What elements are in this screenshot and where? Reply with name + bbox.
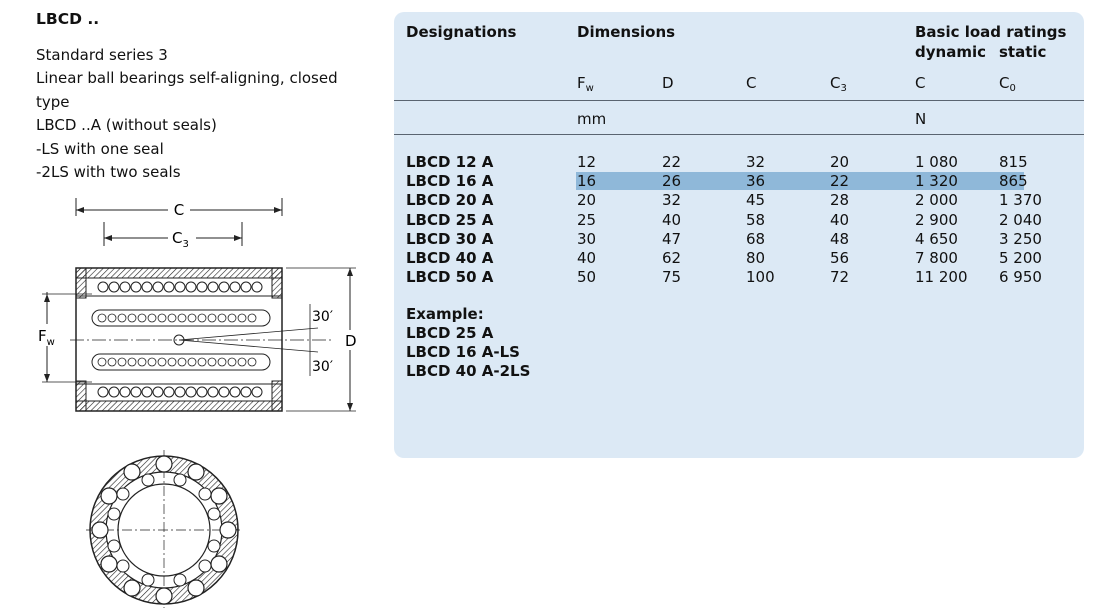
cell-c: 36 — [746, 172, 766, 191]
ball-row-bottom — [98, 387, 262, 397]
table-row — [394, 268, 1084, 287]
header-designations: Designations — [406, 23, 517, 41]
table-row — [394, 172, 1084, 191]
symbol-c-dynamic: C — [915, 74, 926, 92]
unit-n: N — [915, 110, 927, 128]
header-static: static — [999, 43, 1047, 61]
cell-stat: 815 — [999, 153, 1028, 171]
cell-d: 40 — [662, 210, 682, 229]
dimensions-table-panel — [394, 12, 1084, 458]
desc-line: Linear ball bearings self-aligning, closed — [36, 69, 338, 88]
cell-designation: LBCD 16 A — [406, 172, 494, 191]
cell-c: 68 — [746, 229, 766, 248]
example-label: Example: — [406, 305, 484, 323]
cell-designation: LBCD 25 A — [406, 210, 494, 229]
cell-c: 80 — [746, 249, 766, 267]
symbol-fw: $F_w$ — [577, 74, 594, 94]
cell-dyn: 2 900 — [915, 210, 958, 229]
cell-fw: 30 — [577, 229, 597, 248]
table-row — [394, 249, 1084, 268]
cell-fw: 40 — [577, 249, 597, 267]
cell-designation: LBCD 50 A — [406, 268, 494, 287]
cell-dyn: 1 320 — [915, 172, 958, 191]
bearing-side-drawing — [28, 196, 373, 421]
table-row — [394, 211, 1084, 230]
ball-row-top — [98, 282, 262, 292]
cell-c: 100 — [746, 268, 775, 287]
example-item: LBCD 16 A-LS — [406, 343, 520, 361]
symbol-d: D — [662, 74, 674, 92]
cell-c3: 22 — [830, 172, 850, 191]
cell-c3: 72 — [830, 268, 850, 287]
cell-d: 75 — [662, 268, 682, 287]
symbol-c0: $C_0$ — [999, 74, 1016, 94]
symbol-c3: $C_3$ — [830, 74, 847, 94]
cell-c: 58 — [746, 210, 766, 229]
label-c3: $C_3$ — [172, 229, 189, 250]
cell-stat: 2 040 — [999, 210, 1042, 229]
cell-stat: 5 200 — [999, 249, 1042, 267]
label-c: C — [173, 201, 185, 219]
example-item: LBCD 40 A-2LS — [406, 362, 531, 380]
cell-dyn: 11 200 — [915, 268, 968, 287]
product-title: LBCD .. — [36, 10, 100, 28]
product-info — [36, 10, 376, 184]
cell-stat: 1 370 — [999, 191, 1042, 210]
units-divider — [394, 134, 1084, 135]
header-dynamic: dynamic — [915, 43, 986, 61]
desc-line: -2LS with two seals — [36, 163, 181, 182]
cell-fw: 25 — [577, 210, 597, 229]
cell-dyn: 1 080 — [915, 153, 958, 171]
cell-d: 26 — [662, 172, 682, 191]
unit-mm: mm — [577, 110, 607, 128]
cell-dyn: 4 650 — [915, 229, 958, 248]
cell-c3: 28 — [830, 191, 850, 210]
cell-c: 45 — [746, 191, 766, 210]
cell-designation: LBCD 30 A — [406, 229, 494, 248]
desc-line: LBCD ..A (without seals) — [36, 116, 217, 135]
bearing-cross-section — [84, 450, 244, 608]
cell-c3: 20 — [830, 153, 850, 171]
cell-d: 32 — [662, 191, 682, 210]
cell-c: 32 — [746, 153, 766, 171]
cell-fw: 12 — [577, 153, 597, 171]
desc-line: -LS with one seal — [36, 139, 164, 158]
symbol-c: C — [746, 74, 757, 92]
cell-dyn: 2 000 — [915, 191, 958, 210]
cell-designation: LBCD 12 A — [406, 153, 494, 171]
cell-fw: 20 — [577, 191, 597, 210]
header-dimensions: Dimensions — [577, 23, 676, 41]
label-fw: $F_w$ — [38, 327, 55, 348]
label-d: D — [345, 332, 357, 350]
cell-designation: LBCD 40 A — [406, 249, 494, 267]
header-divider — [394, 100, 1084, 101]
product-description — [36, 44, 376, 184]
cell-d: 47 — [662, 229, 682, 248]
cell-designation: LBCD 20 A — [406, 191, 494, 210]
angle-bottom-label: 30′ — [312, 359, 333, 375]
cell-stat: 6 950 — [999, 268, 1042, 287]
cell-c3: 40 — [830, 210, 850, 229]
example-block — [406, 305, 530, 381]
cell-stat: 865 — [999, 172, 1028, 191]
cell-c3: 56 — [830, 249, 850, 267]
cell-d: 22 — [662, 153, 682, 171]
cell-fw: 16 — [577, 172, 597, 191]
table-row — [394, 230, 1084, 249]
cell-stat: 3 250 — [999, 229, 1042, 248]
cell-dyn: 7 800 — [915, 249, 958, 267]
desc-line: type — [36, 92, 70, 111]
angle-top-label: 30′ — [312, 309, 333, 325]
table-row — [394, 191, 1084, 210]
table-row — [394, 153, 1084, 172]
cell-c3: 48 — [830, 229, 850, 248]
cell-d: 62 — [662, 249, 682, 267]
example-item: LBCD 25 A — [406, 324, 494, 342]
desc-line: Standard series 3 — [36, 46, 168, 64]
cell-fw: 50 — [577, 268, 597, 287]
header-load-ratings: Basic load ratings — [915, 23, 1067, 41]
